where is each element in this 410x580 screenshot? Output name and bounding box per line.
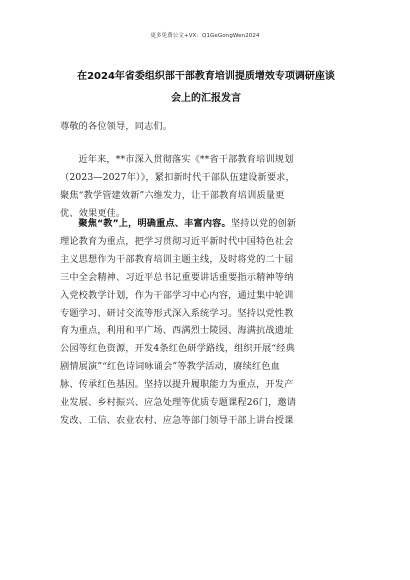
salutation-text: 尊敬的各位领导，同志们。 (60, 121, 173, 132)
paragraph-line: 专题学习、研讨交流等形式深入系统学习。坚持以党性教 (60, 307, 294, 319)
paragraph-line: 业发展、乡村振兴、应急处理等优质专题课程26门，邀请 (60, 397, 297, 409)
paragraph-teaching (60, 215, 352, 430)
title-line: 在2024年省委组织部干部教育培训提质增效专项调研座谈 (77, 71, 335, 82)
paragraph-first-line (60, 215, 352, 233)
paragraph-line: 发改、工信、农业农村、应急等部门领导干部上讲台授课 (60, 414, 294, 426)
paragraph-line: 主义思想作为干部教育培训主题主线，及时将党的二十届 (60, 253, 294, 265)
paragraph-line: 理论教育为重点，把学习贯彻习近平新时代中国特色社会 (60, 235, 294, 247)
header-note: 更多免费公文+VX：Q1GeGongWen2024 (150, 33, 260, 39)
paragraph-line: （2023—2027年）》，紧扣新时代干部队伍建设新要求， (60, 171, 295, 183)
paragraph-line: 优、效果更佳。 (60, 207, 126, 219)
paragraph-line: 剧情展演”“红色诗词咏诵会”等教学活动，赓续红色血 (60, 361, 280, 373)
document-title (60, 66, 352, 110)
paragraph-line: 三中全会精神、习近平总书记重要讲话重要指示精神等纳 (60, 271, 294, 283)
paragraph-line: 育为重点，利用和平广场、西满烈士陵园、海满抗战遗址 (60, 325, 294, 337)
salutation (60, 118, 352, 136)
paragraph-line-rest: 坚持以党的创新 (230, 218, 297, 229)
paragraph-line: 入党校教学计划，作为干部学习中心内容，通过集中轮训 (60, 289, 294, 301)
paragraph-line: 公园等红色资源，开发4条红色研学路线，组织开展“经典 (60, 343, 295, 355)
paragraph-line: 聚焦“教学管建效新”六维发力，让干部教育培训质量更 (60, 189, 285, 201)
paragraph-line: 近年来，**市深入贯彻落实《**省干部教育培训规划 (78, 154, 294, 165)
section-heading: 聚焦“教”上，明确重点、丰富内容。 (78, 218, 231, 229)
paragraph-intro (60, 151, 352, 223)
title-line: 会上的汇报发言 (171, 93, 241, 104)
paragraph-line: 脉、传承红色基因。坚持以提升履职能力为重点，开发产 (60, 379, 294, 391)
